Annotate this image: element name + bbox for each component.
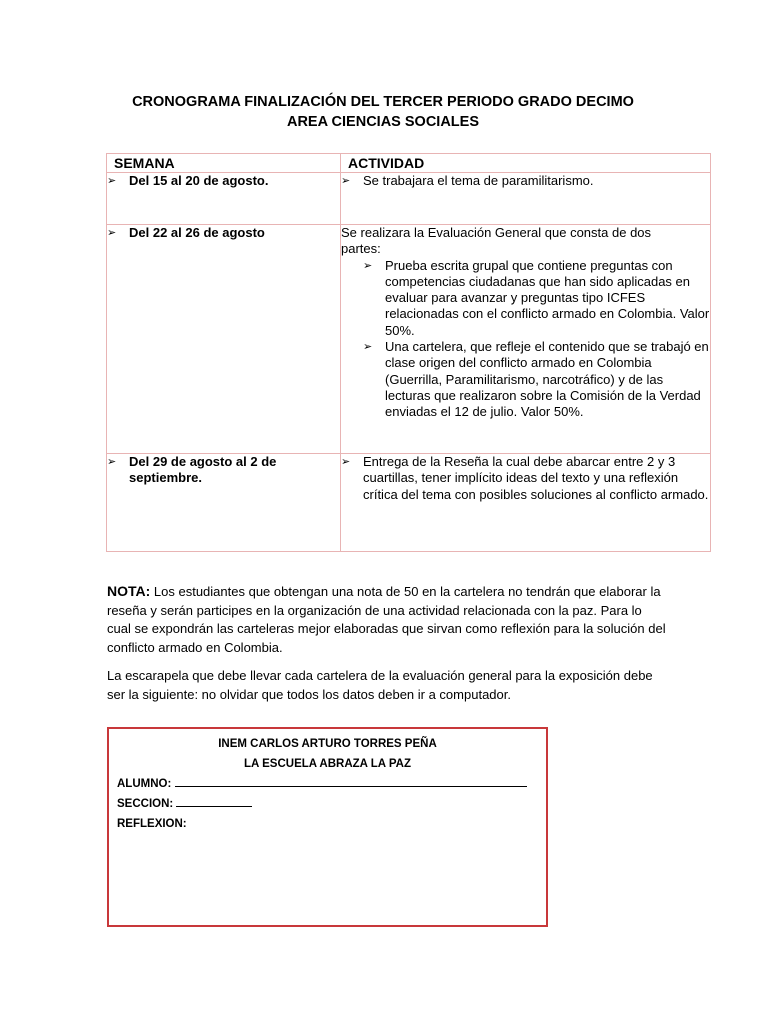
- arrow-bullet-icon: ➢: [363, 259, 373, 272]
- school-motto: LA ESCUELA ABRAZA LA PAZ: [244, 758, 411, 770]
- arrow-bullet-icon: ➢: [363, 341, 373, 354]
- reflexion-line: [109, 814, 546, 834]
- arrow-bullet-icon: ➢: [341, 175, 351, 187]
- title-line-2: AREA CIENCIAS SOCIALES: [286, 114, 479, 130]
- seccion-line: [109, 794, 546, 814]
- actividad-text: Entrega de la Reseña la cual debe abarcar entre 2 y 3 cuartillas, tener implícito ideas del texto y una reflexión crítica del tema con posibles soluciones al conflicto armado.: [363, 454, 709, 502]
- actividad-cell: [341, 225, 711, 454]
- table-row: [107, 454, 711, 552]
- nota-section: [107, 582, 667, 714]
- nota-label: NOTA:: [107, 583, 151, 599]
- arrow-bullet-icon: ➢: [107, 456, 117, 468]
- arrow-bullet-icon: ➢: [341, 456, 351, 468]
- actividad-intro: Se realizara la Evaluación General que consta de dos partes:: [341, 225, 652, 257]
- nota-paragraph: [107, 582, 667, 657]
- escarapela-instructions: La escarapela que debe llevar cada cartelera de la evaluación general para la exposición debe ser la siguiente: no olvidar que todos los datos deben ir a computador.: [107, 668, 653, 702]
- table-row: [107, 173, 711, 225]
- table-row: [107, 225, 711, 454]
- actividad-text: Se trabajara el tema de paramilitarismo.: [363, 173, 594, 188]
- schedule-table: [106, 153, 711, 552]
- semana-cell: [107, 454, 341, 552]
- table-header-row: [107, 154, 711, 173]
- header-semana: SEMANA: [107, 154, 341, 173]
- nota-text: Los estudiantes que obtengan una nota de 50 en la cartelera no tendrán que elaborar la reseña y serán participes en la organización de una actividad relacionada con la paz. Para lo cual se expondrán las carteleras mejor elaboradas que sirvan como reflexión para la solución del conflicto armado en Colombia.: [107, 584, 666, 655]
- header-actividad: ACTIVIDAD: [341, 154, 711, 173]
- semana-text: Del 29 de agosto al 2 de septiembre.: [129, 454, 277, 486]
- semana-text: Del 22 al 26 de agosto: [129, 225, 265, 240]
- escarapela-box: [107, 727, 548, 927]
- actividad-cell: [341, 173, 711, 225]
- alumno-label: ALUMNO:: [117, 778, 172, 790]
- school-name: INEM CARLOS ARTURO TORRES PEÑA: [218, 738, 437, 750]
- semana-text: Del 15 al 20 de agosto.: [129, 173, 269, 188]
- semana-cell: [107, 225, 341, 454]
- alumno-line: [109, 774, 546, 794]
- actividad-cell: [341, 454, 711, 552]
- actividad-item-prueba: Prueba escrita grupal que contiene preguntas con competencias ciudadanas que han sido aplicadas en evaluar para avanzar y preguntas tipo ICFES relacionadas con el conflicto armado en Colombia. Valor 50%.: [385, 257, 710, 338]
- arrow-bullet-icon: ➢: [107, 227, 117, 239]
- reflexion-label: REFLEXION:: [117, 818, 187, 830]
- alumno-blank: [175, 774, 527, 787]
- arrow-bullet-icon: ➢: [107, 175, 117, 187]
- seccion-blank: [176, 794, 252, 807]
- title-line-1: CRONOGRAMA FINALIZACIÓN DEL TERCER PERIODO GRADO DECIMO: [132, 94, 634, 110]
- semana-cell: [107, 173, 341, 225]
- seccion-label: SECCION:: [117, 798, 174, 810]
- actividad-item-cartelera: Una cartelera, que refleje el contenido que se trabajó en clase origen del conflicto armado en Colombia (Guerrilla, Paramilitarismo, narcotráfico) y de las lecturas que realizaron sobre la Comisión de la Verdad enviadas el 12 de julio. Valor 50%.: [385, 339, 709, 420]
